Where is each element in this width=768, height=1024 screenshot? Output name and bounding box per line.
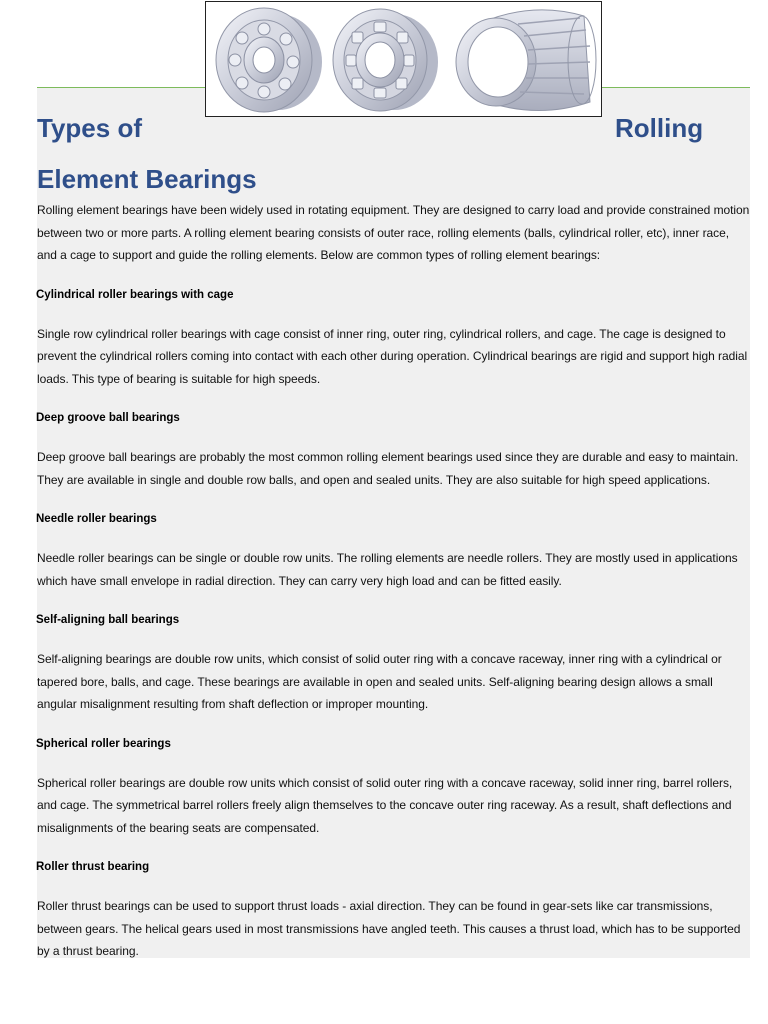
section-body: Roller thrust bearings can be used to support thrust loads - axial direction. They can be found in gear-sets like car transmissions, between gears. The helical gears used in most transmissions have angled teeth. This causes a thrust load, which has to be supported by a thrust bearing. bbox=[37, 899, 741, 958]
section-heading: Roller thrust bearing bbox=[36, 861, 150, 873]
needle-bearing-icon bbox=[456, 10, 596, 111]
section-body: Spherical roller bearings are double row units which consist of solid outer ring with a concave raceway, solid inner ring, barrel rollers, and cage. The symmetrical barrel rollers freely align themselves to the concave outer ring raceway. As a result, shaft deflections and misalignments of the bearing seats are compensated. bbox=[37, 775, 733, 835]
section-heading: Cylindrical roller bearings with cage bbox=[36, 288, 234, 301]
section-heading: Spherical roller bearings bbox=[36, 737, 171, 750]
bearings-illustration bbox=[205, 1, 602, 117]
section-body: Needle roller bearings can be single or double row units. The rolling elements are needle rollers. They are mostly used in applications which have small envelope in radial direction. They can carry very high load and can be fitted easily. bbox=[37, 551, 738, 588]
page-title-part2: Rolling bbox=[615, 113, 704, 143]
article-content bbox=[37, 199, 752, 980]
intro-paragraph: Rolling element bearings have been widely used in rotating equipment. They are designed to carry load and provide constrained motion between two or more parts. A rolling element bearing consists of outer race, rolling elements (balls, cylindrical roller, etc), inner race, and a cage to support and guide the rolling elements. Below are common types of rolling element bearings: bbox=[37, 203, 750, 262]
section-body: Self-aligning bearings are double row units, which consist of solid outer ring with a concave raceway, inner ring with a cylindrical or tapered bore, balls, and cage. These bearings are available in open and sealed units. Self-aligning bearing design allows a small angular misalignment resulting from shaft deflection or improper mounting. bbox=[37, 652, 722, 711]
page-title-part3: Element Bearings bbox=[37, 164, 257, 194]
section-body: Single row cylindrical roller bearings with cage consist of inner ring, outer ring, cylindrical rollers, and cage. The cage is designed to prevent the cylindrical rollers coming into contact with each other during operation. Cylindrical bearings are rigid and support high radial loads. This type of bearing is suitable for high speeds. bbox=[37, 326, 748, 386]
section-body: Deep groove ball bearings are probably the most common rolling element bearings used since they are durable and easy to maintain. They are available in single and double row balls, and open and sealed units. They are also suitable for high speed applications. bbox=[37, 450, 739, 487]
ball-bearing-icon bbox=[216, 8, 322, 112]
section-heading: Deep groove ball bearings bbox=[36, 412, 180, 424]
section-heading: Self-aligning ball bearings bbox=[36, 614, 180, 626]
section-heading: Needle roller bearings bbox=[36, 513, 157, 525]
roller-bearing-icon bbox=[333, 9, 438, 111]
page-title-part1: Types of bbox=[37, 113, 142, 143]
